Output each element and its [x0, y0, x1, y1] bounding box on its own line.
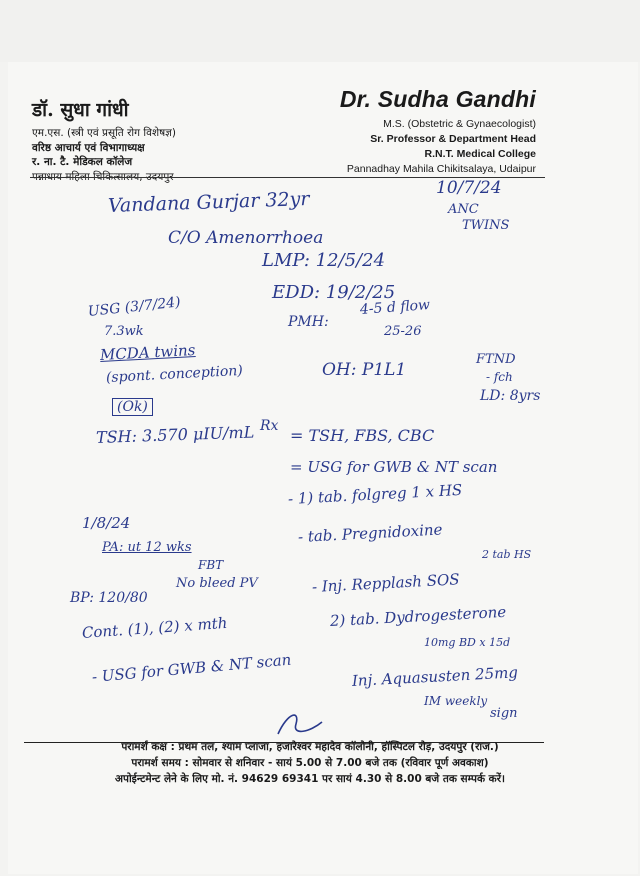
obstetric-history: OH: P1L1: [322, 360, 407, 380]
medication-4: 2) tab. Dydrogesterone: [329, 602, 507, 630]
medication-1: - 1) tab. folgreg 1 x HS: [287, 480, 463, 508]
usg-note: (spont. conception): [105, 362, 244, 386]
oh-detail: FTND: [476, 352, 516, 367]
twins-tag: TWINS: [462, 218, 510, 233]
signature-mark: [270, 706, 330, 740]
tsh-value: TSH: 3.570 μIU/mL: [95, 422, 255, 447]
visit-date: 10/7/24: [436, 178, 502, 198]
medication-5: Inj. Aquasusten 25mg: [351, 663, 519, 690]
advice-tests: = TSH, FBS, CBC: [290, 426, 435, 445]
followup-fbt: FBT: [198, 558, 224, 572]
letterhead-english: [296, 86, 536, 177]
college-hindi: र. ना. टै. मेडिकल कॉलेज: [32, 156, 133, 168]
usg-status: (Ok): [112, 398, 153, 416]
clinic-address: परामर्श कक्ष : प्रथम तल, श्याम प्लाजा, हजारेश्वर महादेव कॉलोनी, हॉस्पिटल रोड़, उदयपुर (राज.): [121, 741, 499, 753]
usg-weeks: 7.3wk: [104, 324, 144, 339]
college-english: R.N.T. Medical College: [424, 148, 536, 160]
designation-english: Sr. Professor & Department Head: [370, 133, 536, 145]
pmh-value: 4-5 d flow: [359, 297, 431, 318]
doctor-name-english: Dr. Sudha Gandhi: [339, 86, 536, 112]
oh-sex: - fch: [486, 370, 513, 384]
designation-hindi: वरिष्ठ आचार्य एवं विभागाध्यक्ष: [32, 141, 145, 154]
patient-name: Vandana Gurjar 32yr: [107, 187, 310, 217]
pmh-cycle: 25-26: [384, 324, 422, 339]
anc-tag: ANC: [448, 202, 479, 217]
medication-5-route: IM weekly: [424, 694, 488, 708]
last-delivery: LD: 8yrs: [480, 388, 541, 404]
rx-symbol: Rx: [260, 418, 279, 434]
doctor-name-hindi: डॉ. सुधा गांधी: [32, 99, 129, 121]
followup-note: No bleed PV: [176, 576, 258, 591]
pmh-label: PMH:: [288, 314, 329, 330]
clinic-hours: परामर्श समय : सोमवार से शनिवार - सायं 5.00 से 7.00 बजे तक (रविवार पूर्ण अवकाश): [131, 757, 489, 769]
continue-meds: Cont. (1), (2) x mth: [81, 613, 228, 642]
footer: [60, 737, 560, 787]
appointment-info: अपोईन्टमेन्ट लेने के लिए मो. नं. 94629 69341 पर सायं 4.30 से 8.00 बजे तक सम्पर्क करें।: [114, 773, 506, 785]
followup-usg: - USG for GWB & NT scan: [91, 650, 292, 686]
scan-margin: [0, 0, 640, 62]
lmp: LMP: 12/5/24: [262, 250, 386, 271]
blood-pressure: BP: 120/80: [70, 590, 148, 606]
qualification-hindi: एम.एस. (स्त्री एवं प्रसूति रोग विशेषज्ञ): [32, 127, 176, 139]
qualification-english: M.S. (Obstetric & Gynaecologist): [383, 118, 536, 130]
edd: EDD: 19/2/25: [272, 282, 396, 303]
letterhead-hindi: [32, 96, 292, 184]
advice-usg: = USG for GWB & NT scan: [290, 458, 498, 476]
complaint: C/O Amenorrhoea: [168, 228, 324, 248]
followup-exam: PA: ut 12 wks: [102, 540, 192, 555]
medication-2: - tab. Pregnidoxine: [297, 520, 443, 546]
followup-date: 1/8/24: [82, 514, 131, 532]
medication-3: - Inj. Repplash SOS: [311, 570, 460, 596]
medication-2-dose: 2 tab HS: [482, 548, 532, 561]
prescriber-initials: sign: [490, 706, 518, 721]
hospital-hindi: पन्नाधाय महिला चिकित्सालय, उदयपुर: [32, 170, 174, 183]
hospital-english: Pannadhay Mahila Chikitsalaya, Udaipur: [346, 163, 536, 175]
usg-date: USG (3/7/24): [87, 294, 182, 320]
medication-4-dose: 10mg BD x 15d: [424, 636, 511, 649]
usg-finding: MCDA twins: [99, 341, 196, 364]
